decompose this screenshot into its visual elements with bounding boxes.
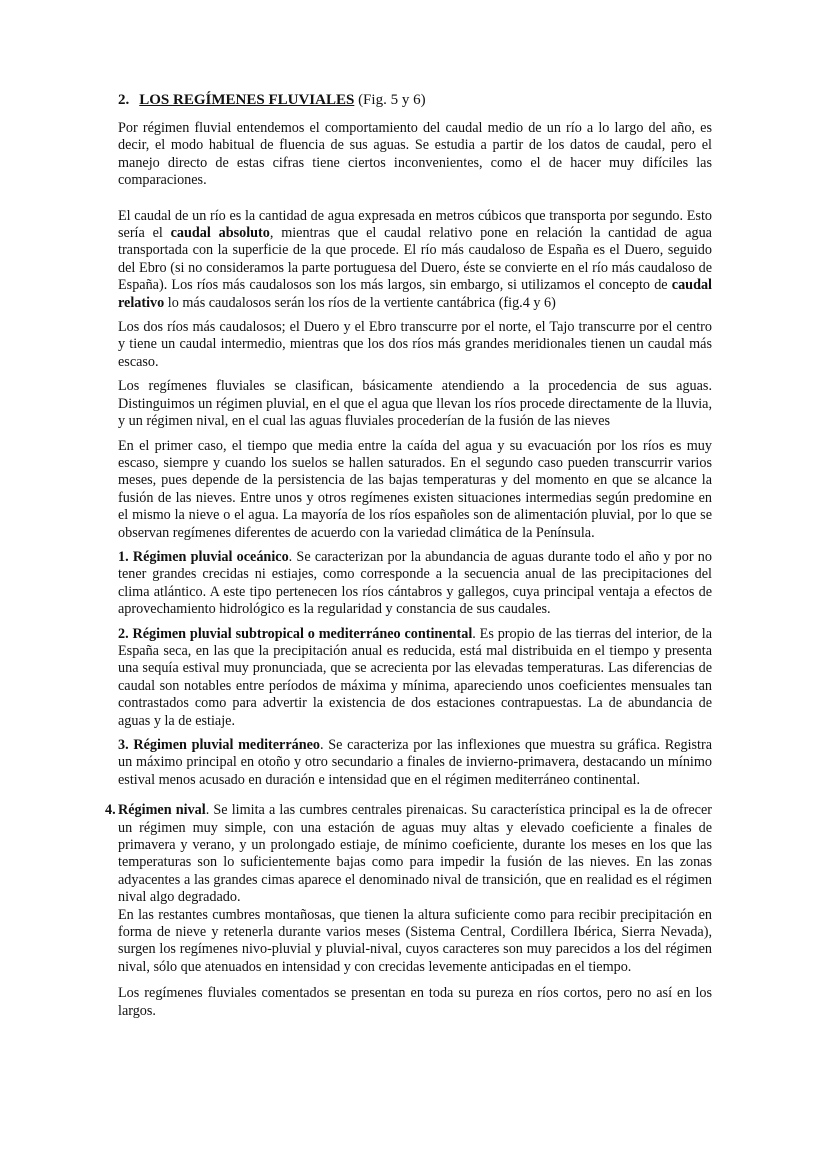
text-run: lo más caudalosos serán los ríos de la vertiente cantábrica (fig.4 y 6) [164,294,556,311]
paragraph-caudal [118,208,712,312]
regimen-nival [105,802,712,976]
regimen-nival-text [118,802,712,906]
paragraph-rios-caudalosos: Los dos ríos más caudalosos; el Duero y el Ebro transcurre por el norte, el Tajo transcurre por el centro y tiene un caudal intermedio, mientras que los dos ríos más grandes meridionales tienen un caudal más escaso. [118,319,712,370]
paragraph-conclusion: Los regímenes fluviales comentados se presentan en toda su pureza en ríos cortos, pero no así en los largos. [118,985,712,1019]
paragraph-clasificacion: Los regímenes fluviales se clasifican, básicamente atendiendo a la procedencia de sus aguas. Distinguimos un régimen pluvial, en el que el agua que llevan los ríos procede directamente de la lluvia, y un régimen nival, en el cual las aguas fluviales procederían de la fusión de las nieves [118,378,712,430]
regimen-text: . Se caracterizan por la abundancia de aguas durante todo el año y por no tener grandes crecidas ni estiajes, como corresponde a la secuencia anual de las precipitaciones del clima atlántico. A este tipo pertenecen los ríos cántabros y gallegos, cuya principal ventaja a efectos de aprovechamiento hidrológico es la regularidad y constancia de sus caudales. [118,548,712,618]
text-run: , mientras que el caudal relativo pone en relación la cantidad de agua transportada con la superficie de la que procede. El río más caudaloso de España es el Duero, seguido del Ebro (si no consideramos la parte portuguesa del Duero, éste se convierte en el río más caudaloso de España). Los ríos más caudalosos son los más largos, sin embargo, si utilizamos el concepto de [118,225,712,294]
section-title: LOS REGÍMENES FLUVIALES [139,92,355,108]
section-number: 2. [118,92,130,108]
regimen-title: 1. Régimen pluvial oceánico [118,548,289,565]
paragraph-primer-caso: En el primer caso, el tiempo que media entre la caída del agua y su evacuación por los ríos es muy escaso, siempre y cuando los suelos se hallen saturados. En el segundo caso pueden transcurrir varios meses, pues depende de la persistencia de las bajas temperaturas y del momento en que se alcance la fusión de las nieves. Entre unos y otros regímenes existen situaciones intermedias según predomine en el mismo la nieve o el agua. La mayoría de los ríos españoles son de alimentación pluvial, por lo que se observan regímenes diferentes de acuerdo con la variedad climática de la Península. [118,437,712,541]
paragraph-definition: Por régimen fluvial entendemos el comportamiento del caudal medio de un río a lo largo del año, es decir, el modo habitual de fluencia de sus aguas. Se estudia a partir de los datos de caudal, pero el manejo directo de estas cifras tiene ciertos inconvenientes, como el de hacer muy difíciles las comparaciones. [118,120,712,189]
regimen-text: . Es propio de las tierras del interior, de la España seca, en las que la precipitación anual es reducida, está mal distribuida en el tiempo y presenta una sequía estival muy pronunciada, que se acrecienta por las elevadas temperaturas. Las diferencias de caudal son notables entre períodos de máxima y mínima, apareciendo unos coeficientes mensuales tan contrastados como para advertir la existencia de dos estaciones contrapuestas. La de abundancia de aguas y la de estiaje. [118,625,712,729]
regimen-title: 2. Régimen pluvial subtropical o mediterráneo continental [118,625,473,642]
regimen-pluvial-oceanico [118,549,712,619]
term-caudal-absoluto: caudal absoluto [170,225,270,242]
regimen-title: 3. Régimen pluvial mediterráneo [118,737,321,753]
section-heading [118,90,712,110]
regimen-title: Régimen nival [118,802,206,819]
regimen-pluvial-subtropical [118,626,712,730]
regimen-pluvial-mediterraneo [118,737,712,789]
regimen-nival-continuation: En las restantes cumbres montañosas, que tienen la altura suficiente como para recibir precipitación en forma de nieve y retenerla durante varios meses (Sistema Central, Cordillera Ibérica, Sierra Nevada), surgen los regímenes nivo-pluvial y pluvial-nival, cuyos caracteres son muy parecidos a los del régimen nival, sólo que atenuados en intensidad y con crecidas levemente anticipadas en el tiempo. [118,906,712,975]
regimen-text: . Se limita a las cumbres centrales pirenaicas. Su característica principal es la de ofrecer un régimen muy simple, con una estación de aguas muy altas y elevado coeficiente a finales de primavera y verano, y un prolongado estiaje, de mínimo coeficiente, durante los meses en los que las temperaturas son lo suficientemente bajas como para impedir la fusión de las nieves. En las zonas adyacentes a las grandes cimas aparece el denominado nival de transición, que en realidad es el régimen nival algo degradado. [118,802,712,906]
regimen-text: . Se caracteriza por las inflexiones que muestra su gráfica. Registra un máximo principal en otoño y otro secundario a finales de invierno-primavera, destacando un mínimo estival menos acusado en duración e intensidad que en el régimen mediterráneo continental. [118,737,712,788]
text-run: El caudal de un río es la cantidad de agua expresada en metros cúbicos que transporta por segundo. Esto sería el [118,207,712,242]
list-number: 4. [105,802,116,819]
figure-reference: (Fig. 5 y 6) [358,92,426,108]
document-body [105,90,712,1027]
term-caudal-relativo: caudal relativo [118,277,712,311]
